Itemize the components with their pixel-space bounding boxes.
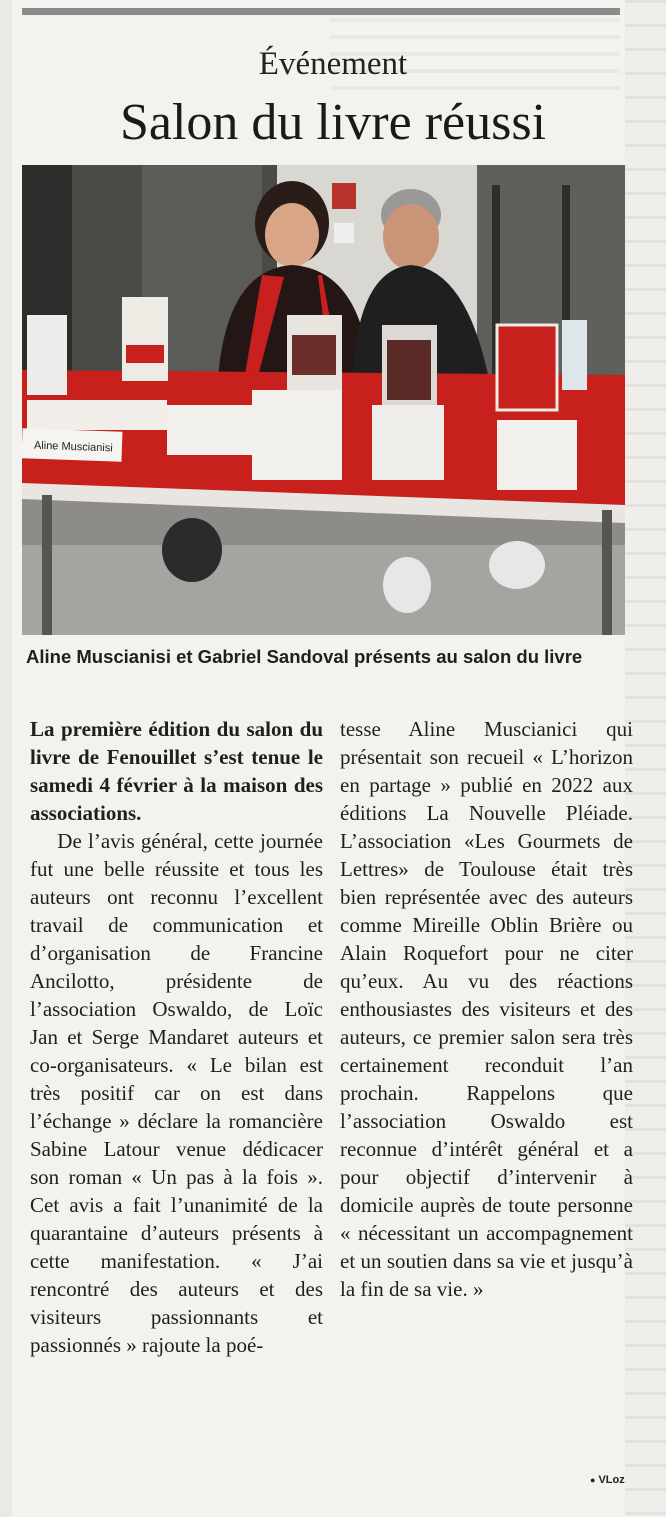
signature-mark-icon: ● [590, 1475, 596, 1485]
article-body-right: tesse Aline Muscianici qui présentait son recueil « L’horizon en partage » publié en 2022 aux éditions La Nouvelle Pléiade. L’association «Les Gourmets de Lettres» de Toulouse était très bien représentée avec des auteurs comme Mireille Oblin Brière ou Alain Roquefort pour ne citer qu’eux. Au vu des réactions enthousiastes des visiteurs et des auteurs, ce premier salon sera très certainement reconduit l’an prochain. Rappelons que l’association Oswaldo est reconnue d’intérêt général et a pour objectif d’intervenir à domicile auprès de toute personne « nécessitant un accompagnement et un soutien dans sa vie et jusqu’à la fin de sa vie. » [340, 717, 633, 1301]
photo-caption: Aline Muscianisi et Gabriel Sandoval présents au salon du livre [26, 646, 583, 667]
article-column-right [340, 715, 633, 1303]
page-edge-left [0, 0, 12, 1517]
article-lede: La première édition du salon du livre de Fenouillet s’est tenue le samedi 4 février à la maison des associations. [30, 717, 323, 825]
photo-name-card: Aline Muscianisi [33, 439, 113, 455]
article-kicker: Événement [258, 46, 408, 82]
top-rule [22, 8, 620, 15]
author-signature [590, 1474, 625, 1486]
article-photo [22, 165, 625, 635]
article-column-left [30, 715, 323, 1359]
article-headline: Salon du livre réussi [119, 94, 547, 151]
article-body-left: De l’avis général, cette journée fut une belle réussite et tous les auteurs ont reconnu l’excellent travail de communication et d’organisation de Francine Ancilotto, présidente de l’association Oswaldo, de Loïc Jan et Serge Mandaret auteurs et co-organisateurs. « Le bilan est très positif car on est dans l’échange » déclare la romancière Sabine Latour venue dédicacer son roman « Un pas à la fois ». Cet avis a fait l’unanimité de la quarantaine d’auteurs présents à cette manifestation. « J’ai rencontré des auteurs et des visiteurs passionnants et passionnés » rajoute la poé- [30, 829, 323, 1357]
signature-text: VLoz [598, 1474, 625, 1486]
